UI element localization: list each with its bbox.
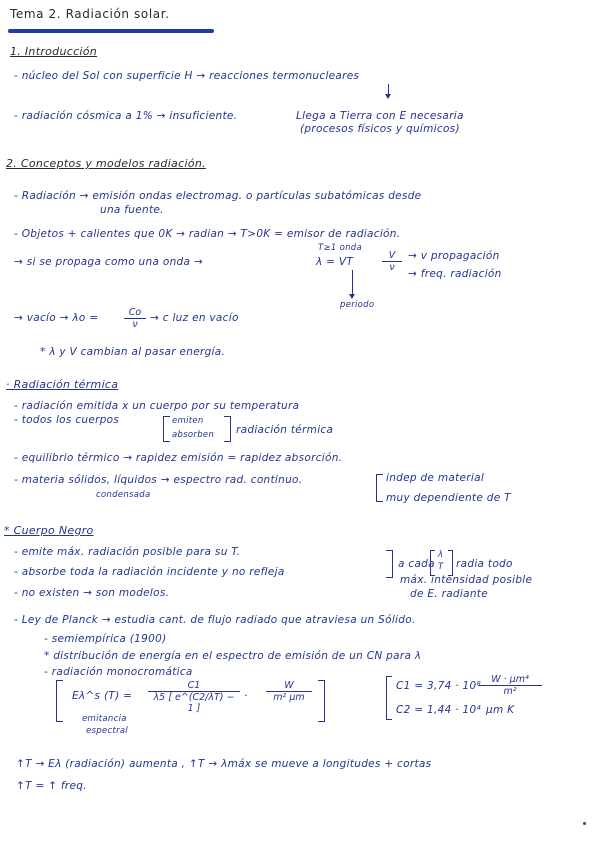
units-fraction: [266, 680, 312, 703]
cambian-note: * λ y V cambian al pasar energía.: [40, 346, 226, 358]
t-onda-note: T≥1 onda: [318, 243, 363, 253]
cn-line-2: - absorbe toda la radiación incidente y no refleja: [14, 566, 285, 578]
lambda-equation: λ = VT: [316, 256, 354, 268]
right-bracket: [448, 550, 453, 576]
planck-point-3: - radiación monocromática: [44, 666, 193, 678]
down-arrow-icon: [388, 84, 389, 96]
intro-line-2: - radiación cósmica a 1% → insuficiente.: [14, 110, 238, 122]
dependiente-t-label: muy dependiente de T: [386, 492, 511, 504]
periodo-label: periodo: [340, 300, 375, 310]
fraction-numerator: Co: [124, 307, 146, 319]
c1-value: C1 = 3,74 · 10⁸: [396, 680, 481, 692]
v-over-nu-fraction: [382, 250, 402, 273]
radiacion-def-line-1: - Radiación → emisión ondas electromag. o partículas subatómicas desde: [14, 190, 422, 202]
title-underline-bar: [8, 29, 214, 33]
c2-value: C2 = 1,44 · 10⁴: [396, 704, 481, 716]
co-over-nu-fraction: [124, 307, 146, 330]
intro-line-2-right-2: (procesos físicos y químicos): [300, 123, 460, 135]
planck-fraction: [148, 680, 240, 714]
right-bracket: [224, 416, 231, 442]
intro-line-1: - núcleo del Sol con superficie H → reacciones termonucleares: [14, 70, 360, 82]
formula-right-bracket: [318, 680, 325, 722]
fraction-denominator: ν: [389, 262, 395, 273]
radiacion-termica-heading: · Radiación térmica: [6, 378, 119, 391]
termica-line-1: - radiación emitida x un cuerpo por su temperatura: [14, 400, 300, 412]
a-cada-text: a cada: [398, 558, 435, 570]
radiacion-def-line-2: una fuente.: [100, 204, 164, 216]
right-bracket: [386, 550, 393, 578]
left-bracket: [163, 416, 170, 442]
vacio-line: → vacío → λo =: [14, 312, 99, 324]
fraction-numerator: C1: [148, 680, 240, 692]
indep-material-label: indep de material: [386, 472, 485, 484]
fraction-denominator: ν: [132, 319, 138, 330]
v-propagacion-label: → v propagación: [408, 250, 500, 262]
espectral-label: espectral: [86, 726, 129, 736]
formula-left-bracket: [56, 680, 63, 722]
propagacion-line: → si se propaga como una onda →: [14, 256, 203, 268]
t-symbol: T: [438, 562, 444, 572]
temperature-freq-line: ↑T = ↑ freq.: [16, 780, 87, 792]
radiacion-termica-label: radiación térmica: [236, 424, 334, 436]
fraction-denominator: m²: [503, 686, 517, 697]
intro-line-2-right-1: Llega a Tierra con E necesaria: [296, 110, 464, 122]
condensada-label: condensada: [96, 490, 151, 500]
temperature-effect-line: ↑T → Eλ (radiación) aumenta , ↑T → λmáx se mueve a longitudes + cortas: [16, 758, 432, 770]
absorben-text: absorben: [172, 430, 215, 440]
multiply-dot: ·: [244, 690, 248, 702]
page-title: Tema 2. Radiación solar.: [10, 7, 170, 21]
periodo-arrow-icon: [352, 270, 353, 296]
max-intensidad-text: máx. intensidad posible: [400, 574, 533, 586]
fraction-numerator: V: [382, 250, 402, 262]
constants-bracket: [386, 676, 392, 720]
freq-radiacion-label: → freq. radiación: [408, 268, 502, 280]
cn-line-3: - no existen → son modelos.: [14, 587, 170, 599]
c1-units-fraction: [478, 674, 542, 697]
e-radiante-text: de E. radiante: [410, 588, 488, 600]
planck-heading-line: - Ley de Planck → estudia cant. de flujo radiado que atraviesa un Sólido.: [14, 614, 416, 626]
left-bracket: [376, 474, 383, 502]
planck-point-2: * distribución de energía en el espectro de emisión de un CN para λ: [44, 650, 422, 662]
equilibrio-line: - equilibrio térmico → rapidez emisión = rapidez absorción.: [14, 452, 343, 464]
section-conceptos-heading: 2. Conceptos y modelos radiación.: [6, 157, 206, 170]
section-introduccion-heading: 1. Introducción: [10, 45, 98, 58]
cn-line-1: - emite máx. radiación posible para su T.: [14, 546, 241, 558]
planck-point-1: - semiempírica (1900): [44, 633, 167, 645]
cuerpo-negro-heading: * Cuerpo Negro: [4, 524, 94, 537]
emiten-text: emiten: [172, 416, 204, 426]
objetos-calientes-line: - Objetos + calientes que 0K → radian → T>0K = emisor de radiación.: [14, 228, 401, 240]
emitancia-label: emitancia: [82, 714, 127, 724]
emitancia-lhs: Eλ^s (T) =: [72, 690, 133, 702]
c-luz-label: → c luz en vacío: [150, 312, 239, 324]
left-bracket: [430, 550, 435, 576]
fraction-denominator: m² μm: [273, 692, 305, 703]
radia-todo-text: radia todo: [456, 558, 513, 570]
c2-units: μm K: [486, 704, 515, 716]
ink-dot: [583, 822, 586, 825]
fraction-numerator: W · μm⁴: [478, 674, 542, 686]
materia-line: - materia sólidos, líquidos → espectro rad. continuo.: [14, 474, 303, 486]
fraction-denominator: λ5 [ e^(C2/λT) − 1 ]: [153, 692, 235, 714]
lambda-symbol: λ: [438, 550, 444, 560]
todos-cuerpos-text: - todos los cuerpos: [14, 414, 120, 426]
fraction-numerator: W: [266, 680, 312, 692]
